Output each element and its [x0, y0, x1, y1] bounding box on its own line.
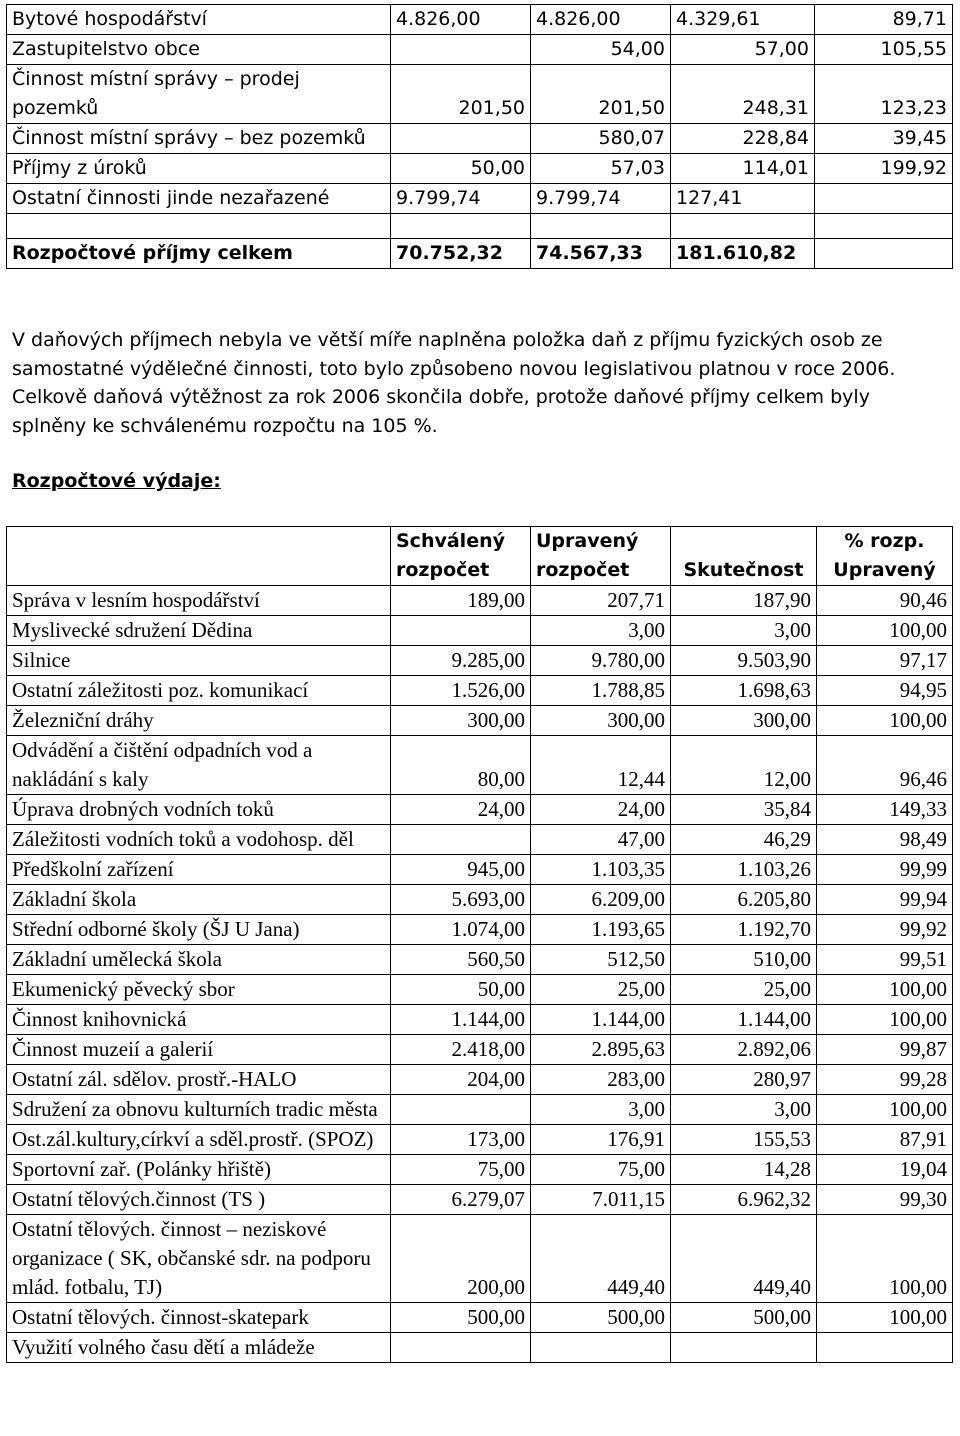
cell-value: [391, 124, 531, 154]
cell-value: 123,23: [815, 65, 953, 124]
table-row: [7, 184, 953, 214]
row-label: Základní škola: [7, 885, 391, 915]
cell-value: 3,00: [671, 616, 817, 646]
cell-value: [391, 1095, 531, 1125]
cell-value: 7.011,15: [531, 1185, 671, 1215]
cell-value: 5.693,00: [391, 885, 531, 915]
cell-value: 25,00: [531, 975, 671, 1005]
cell-value: 1.193,65: [531, 915, 671, 945]
cell-value: 580,07: [531, 124, 671, 154]
cell-value: 510,00: [671, 945, 817, 975]
table-row: [7, 1155, 953, 1185]
cell-value: 6.205,80: [671, 885, 817, 915]
row-label: Ostatní zál. sdělov. prostř.-HALO: [7, 1065, 391, 1095]
empty-cell: [815, 214, 953, 239]
section-heading: Rozpočtové výdaje:: [12, 470, 221, 492]
table-row: [7, 855, 953, 885]
table-row: [7, 124, 953, 154]
cell-value: 114,01: [671, 154, 815, 184]
cell-value: 46,29: [671, 825, 817, 855]
cell-value: 1.192,70: [671, 915, 817, 945]
cell-value: 228,84: [671, 124, 815, 154]
header-cell: Schválený rozpočet: [391, 527, 531, 586]
table-row: [7, 706, 953, 736]
table-row: [7, 795, 953, 825]
cell-value: 200,00: [391, 1215, 531, 1303]
cell-value: 187,90: [671, 586, 817, 616]
cell-value: 1.788,85: [531, 676, 671, 706]
cell-value: 4.826,00: [531, 5, 671, 35]
row-label: Ostatní tělových. činnost-skatepark: [7, 1303, 391, 1333]
row-label: Využití volného času dětí a mládeže: [7, 1333, 391, 1363]
table-row: [7, 1333, 953, 1363]
cell-value: 1.103,26: [671, 855, 817, 885]
cell-value: 449,40: [671, 1215, 817, 1303]
cell-value: 248,31: [671, 65, 815, 124]
row-label: Úprava drobných vodních toků: [7, 795, 391, 825]
cell-value: 9.780,00: [531, 646, 671, 676]
cell-value: 945,00: [391, 855, 531, 885]
cell-value: 89,71: [815, 5, 953, 35]
cell-value: 2.418,00: [391, 1035, 531, 1065]
cell-value: 47,00: [531, 825, 671, 855]
table-row: [7, 5, 953, 35]
header-cell: Skutečnost: [671, 527, 817, 586]
cell-value: 12,44: [531, 736, 671, 795]
cell-value: 500,00: [531, 1303, 671, 1333]
cell-value: 155,53: [671, 1125, 817, 1155]
cell-value: 1.144,00: [671, 1005, 817, 1035]
cell-value: 300,00: [671, 706, 817, 736]
cell-value: 9.503,90: [671, 646, 817, 676]
header-cell: Upravený rozpočet: [531, 527, 671, 586]
total-value: 181.610,82: [671, 239, 815, 269]
cell-value: 9.285,00: [391, 646, 531, 676]
cell-value: 1.144,00: [391, 1005, 531, 1035]
cell-value: 1.103,35: [531, 855, 671, 885]
table-row: [7, 616, 953, 646]
cell-value: 100,00: [817, 1303, 953, 1333]
cell-value: 57,03: [531, 154, 671, 184]
cell-value: 99,87: [817, 1035, 953, 1065]
cell-value: 127,41: [671, 184, 815, 214]
cell-value: 87,91: [817, 1125, 953, 1155]
cell-value: 57,00: [671, 35, 815, 65]
total-value: 74.567,33: [531, 239, 671, 269]
empty-cell: [531, 214, 671, 239]
cell-value: 6.279,07: [391, 1185, 531, 1215]
row-label: Zastupitelstvo obce: [7, 35, 391, 65]
cell-value: 449,40: [531, 1215, 671, 1303]
row-label: Záležitosti vodních toků a vodohosp. děl: [7, 825, 391, 855]
table-row: [7, 35, 953, 65]
cell-value: [391, 35, 531, 65]
cell-value: 201,50: [531, 65, 671, 124]
table-row: [7, 825, 953, 855]
cell-value: 207,71: [531, 586, 671, 616]
cell-value: [391, 1333, 531, 1363]
cell-value: 99,30: [817, 1185, 953, 1215]
empty-cell: [391, 214, 531, 239]
total-label: Rozpočtové příjmy celkem: [7, 239, 391, 269]
cell-value: 94,95: [817, 676, 953, 706]
row-label: Sportovní zař. (Polánky hřiště): [7, 1155, 391, 1185]
row-label: Činnost místní správy – bez pozemků: [7, 124, 391, 154]
cell-value: 2.892,06: [671, 1035, 817, 1065]
cell-value: 12,00: [671, 736, 817, 795]
table-row: [7, 1005, 953, 1035]
cell-value: 176,91: [531, 1125, 671, 1155]
table-row: [7, 945, 953, 975]
table-row: [7, 1303, 953, 1333]
cell-value: [391, 616, 531, 646]
expense-table: [6, 526, 953, 1363]
cell-value: 98,49: [817, 825, 953, 855]
cell-value: 25,00: [671, 975, 817, 1005]
table-row: [7, 915, 953, 945]
cell-value: 100,00: [817, 1095, 953, 1125]
cell-value: 105,55: [815, 35, 953, 65]
row-label: Činnost knihovnická: [7, 1005, 391, 1035]
cell-value: 1.144,00: [531, 1005, 671, 1035]
row-label: Ostatní tělových. činnost – neziskové organizace ( SK, občanské sdr. na podporu mlád. fotbalu, TJ): [7, 1215, 391, 1303]
cell-value: 9.799,74: [531, 184, 671, 214]
cell-value: 1.074,00: [391, 915, 531, 945]
cell-value: 100,00: [817, 706, 953, 736]
table-row: [7, 1095, 953, 1125]
table-row: [7, 1035, 953, 1065]
cell-value: 99,28: [817, 1065, 953, 1095]
cell-value: 9.799,74: [391, 184, 531, 214]
cell-value: 3,00: [531, 1095, 671, 1125]
cell-value: 280,97: [671, 1065, 817, 1095]
cell-value: 500,00: [671, 1303, 817, 1333]
expense-rows: [7, 586, 953, 1363]
cell-value: 4.329,61: [671, 5, 815, 35]
cell-value: 189,00: [391, 586, 531, 616]
cell-value: 100,00: [817, 616, 953, 646]
row-label: Správa v lesním hospodářství: [7, 586, 391, 616]
cell-value: [531, 1333, 671, 1363]
body-paragraph: V daňových příjmech nebyla ve větší míře naplněna položka daň z příjmu fyzických osob ze samostatné výdělečné činnosti, toto bylo způsobeno novou legislativou platnou v roce 2006. Celkově daňová výtěžnost za rok 2006 skončila dobře, protože daňové příjmy celkem byly splněny ke schválenému rozpočtu na 105 %.: [12, 329, 896, 437]
cell-value: 100,00: [817, 1005, 953, 1035]
row-label: Střední odborné školy (ŠJ U Jana): [7, 915, 391, 945]
table-row: [7, 736, 953, 795]
cell-value: 6.209,00: [531, 885, 671, 915]
cell-value: 90,46: [817, 586, 953, 616]
cell-value: 512,50: [531, 945, 671, 975]
row-label: Příjmy z úroků: [7, 154, 391, 184]
cell-value: 99,92: [817, 915, 953, 945]
cell-value: 100,00: [817, 975, 953, 1005]
header-cell: % rozp. Upravený: [817, 527, 953, 586]
cell-value: 99,99: [817, 855, 953, 885]
cell-value: 204,00: [391, 1065, 531, 1095]
row-label: Ostatní tělových.činnost (TS ): [7, 1185, 391, 1215]
income-table: [6, 4, 953, 269]
table-row: [7, 1125, 953, 1155]
row-label: Železniční dráhy: [7, 706, 391, 736]
cell-value: 75,00: [531, 1155, 671, 1185]
cell-value: 99,51: [817, 945, 953, 975]
spacer-row: [7, 214, 953, 239]
cell-value: 199,92: [815, 154, 953, 184]
total-row: [7, 239, 953, 269]
cell-value: 500,00: [391, 1303, 531, 1333]
row-label: Ekumenický pěvecký sbor: [7, 975, 391, 1005]
row-label: Ost.zál.kultury,církví a sděl.prostř. (SPOZ): [7, 1125, 391, 1155]
empty-cell: [671, 214, 815, 239]
table-row: [7, 65, 953, 124]
cell-value: 50,00: [391, 154, 531, 184]
cell-value: 24,00: [391, 795, 531, 825]
cell-value: [815, 184, 953, 214]
table-row: [7, 1185, 953, 1215]
table-row: [7, 975, 953, 1005]
table-row: [7, 646, 953, 676]
row-label: Ostatní záležitosti poz. komunikací: [7, 676, 391, 706]
cell-value: 283,00: [531, 1065, 671, 1095]
cell-value: 54,00: [531, 35, 671, 65]
row-label: Myslivecké sdružení Dědina: [7, 616, 391, 646]
table-row: [7, 154, 953, 184]
total-value: [815, 239, 953, 269]
cell-value: 24,00: [531, 795, 671, 825]
table-row: [7, 1065, 953, 1095]
row-label: Ostatní činnosti jinde nezařazené: [7, 184, 391, 214]
cell-value: 2.895,63: [531, 1035, 671, 1065]
row-label: Předškolní zařízení: [7, 855, 391, 885]
cell-value: 80,00: [391, 736, 531, 795]
cell-value: 99,94: [817, 885, 953, 915]
cell-value: [391, 825, 531, 855]
table-header-row: [7, 527, 953, 586]
table-row: [7, 1215, 953, 1303]
cell-value: 3,00: [531, 616, 671, 646]
total-value: 70.752,32: [391, 239, 531, 269]
cell-value: 100,00: [817, 1215, 953, 1303]
cell-value: 14,28: [671, 1155, 817, 1185]
cell-value: 201,50: [391, 65, 531, 124]
row-label: Silnice: [7, 646, 391, 676]
cell-value: 35,84: [671, 795, 817, 825]
cell-value: 50,00: [391, 975, 531, 1005]
cell-value: [671, 1333, 817, 1363]
cell-value: 560,50: [391, 945, 531, 975]
table-row: [7, 885, 953, 915]
cell-value: 6.962,32: [671, 1185, 817, 1215]
header-empty: [7, 527, 391, 586]
row-label: Odvádění a čištění odpadních vod a nakládání s kaly: [7, 736, 391, 795]
cell-value: 300,00: [531, 706, 671, 736]
row-label: Činnost muzeií a galerií: [7, 1035, 391, 1065]
cell-value: 1.698,63: [671, 676, 817, 706]
table-row: [7, 586, 953, 616]
cell-value: 4.826,00: [391, 5, 531, 35]
row-label: Bytové hospodářství: [7, 5, 391, 35]
row-label: Základní umělecká škola: [7, 945, 391, 975]
row-label: Sdružení za obnovu kulturních tradic města: [7, 1095, 391, 1125]
cell-value: 75,00: [391, 1155, 531, 1185]
cell-value: 1.526,00: [391, 676, 531, 706]
cell-value: 149,33: [817, 795, 953, 825]
cell-value: 19,04: [817, 1155, 953, 1185]
cell-value: 300,00: [391, 706, 531, 736]
empty-cell: [7, 214, 391, 239]
table-row: [7, 676, 953, 706]
cell-value: 39,45: [815, 124, 953, 154]
cell-value: [817, 1333, 953, 1363]
cell-value: 173,00: [391, 1125, 531, 1155]
row-label: Činnost místní správy – prodej pozemků: [7, 65, 391, 124]
cell-value: 97,17: [817, 646, 953, 676]
cell-value: 3,00: [671, 1095, 817, 1125]
cell-value: 96,46: [817, 736, 953, 795]
